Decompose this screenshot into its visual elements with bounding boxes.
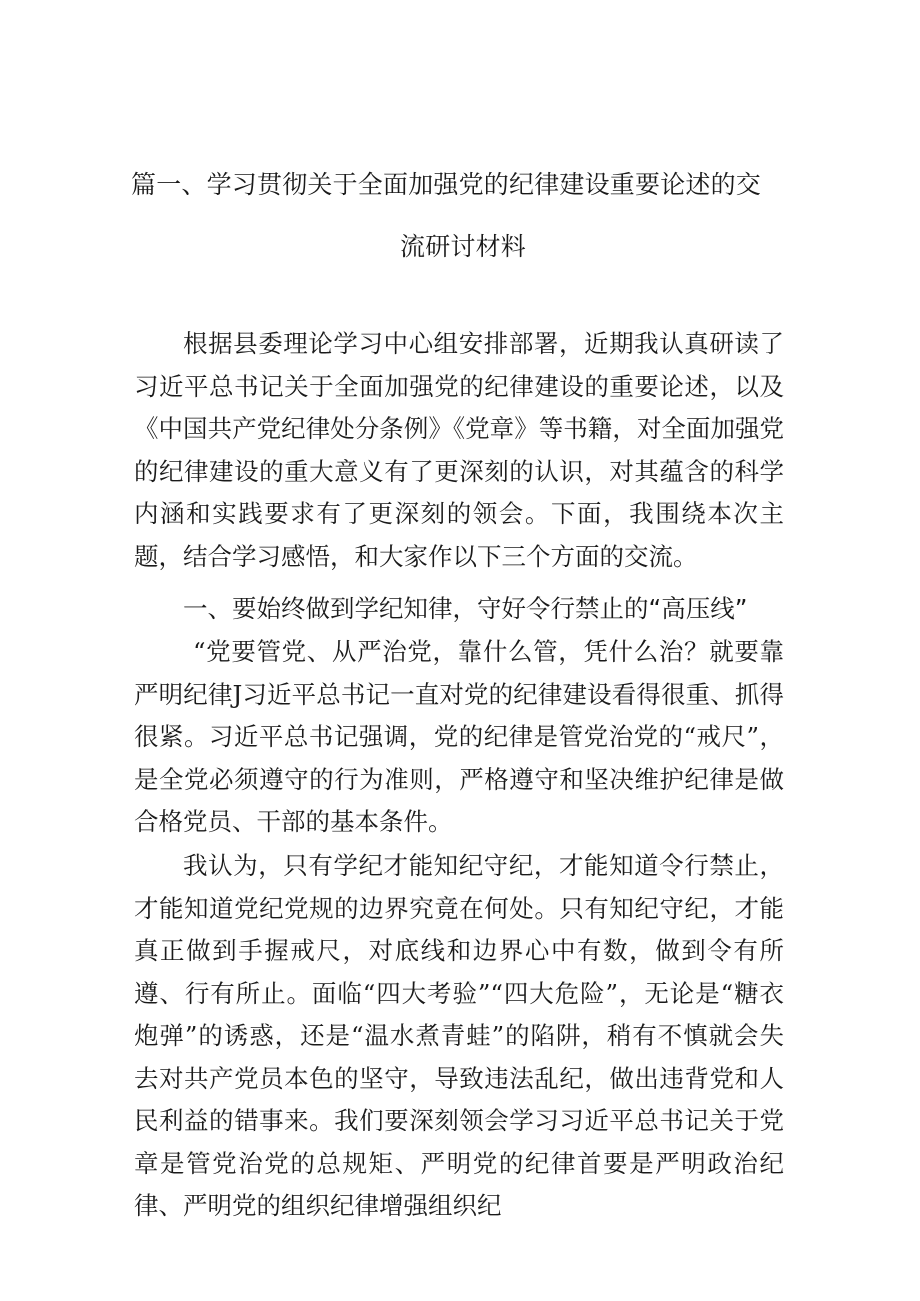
section-1-heading: 一、要始终做到学纪知律，守好令行禁止的“高压线” xyxy=(183,594,748,623)
section-1-paragraph-2: 我认为，只有学纪才能知纪守纪，才能知道令行禁止，才能知道党纪党规的边界究竟在何处。只有知纪守纪，才能真正做到手握戒尺，对底线和边界心中有数，做到令有所遵、行有所止。面临“四大考验”“四大危险”，无论是“糖衣炮弹”的诱惑，还是“温水煮青蛙”的陷阱，稍有不慎就会失去对共产党员本色的坚守，导致违法乱纪，做出违背党和人民利益的错事来。我们要深刻领会学习习近平总书记关于党章是管党治党的总规矩、严明党的纪律首要是严明政治纪律、严明党的组织纪律增强组织纪 xyxy=(134,851,784,1220)
document-title-line-2: 流研讨材料 xyxy=(400,232,527,261)
section-1-paragraph-1: “党要管党、从严治党，靠什么管，凭什么治？就要靠严明纪律J习近平总书记一直对党的纪律建设看得很重、抓得很紧。习近平总书记强调，党的纪律是管党治党的“戒尺”，是全党必须遵守的行为准则，严格遵守和坚决维护纪律是做合格党员、干部的基本条件。 xyxy=(134,637,784,836)
intro-paragraph: 根据县委理论学习中心组安排部署，近期我认真研读了习近平总书记关于全面加强党的纪律建设的重要论述，以及《中国共产党纪律处分条例》《党章》等书籍，对全面加强党的纪律建设的重大意义有了更深刻的认识，对其蕴含的科学内涵和实践要求有了更深刻的领会。下面，我围绕本次主题，结合学习感悟，和大家作以下三个方面的交流。 xyxy=(134,329,784,571)
document-title-line-1: 篇一、学习贯彻关于全面加强党的纪律建设重要论述的交 xyxy=(131,170,762,199)
